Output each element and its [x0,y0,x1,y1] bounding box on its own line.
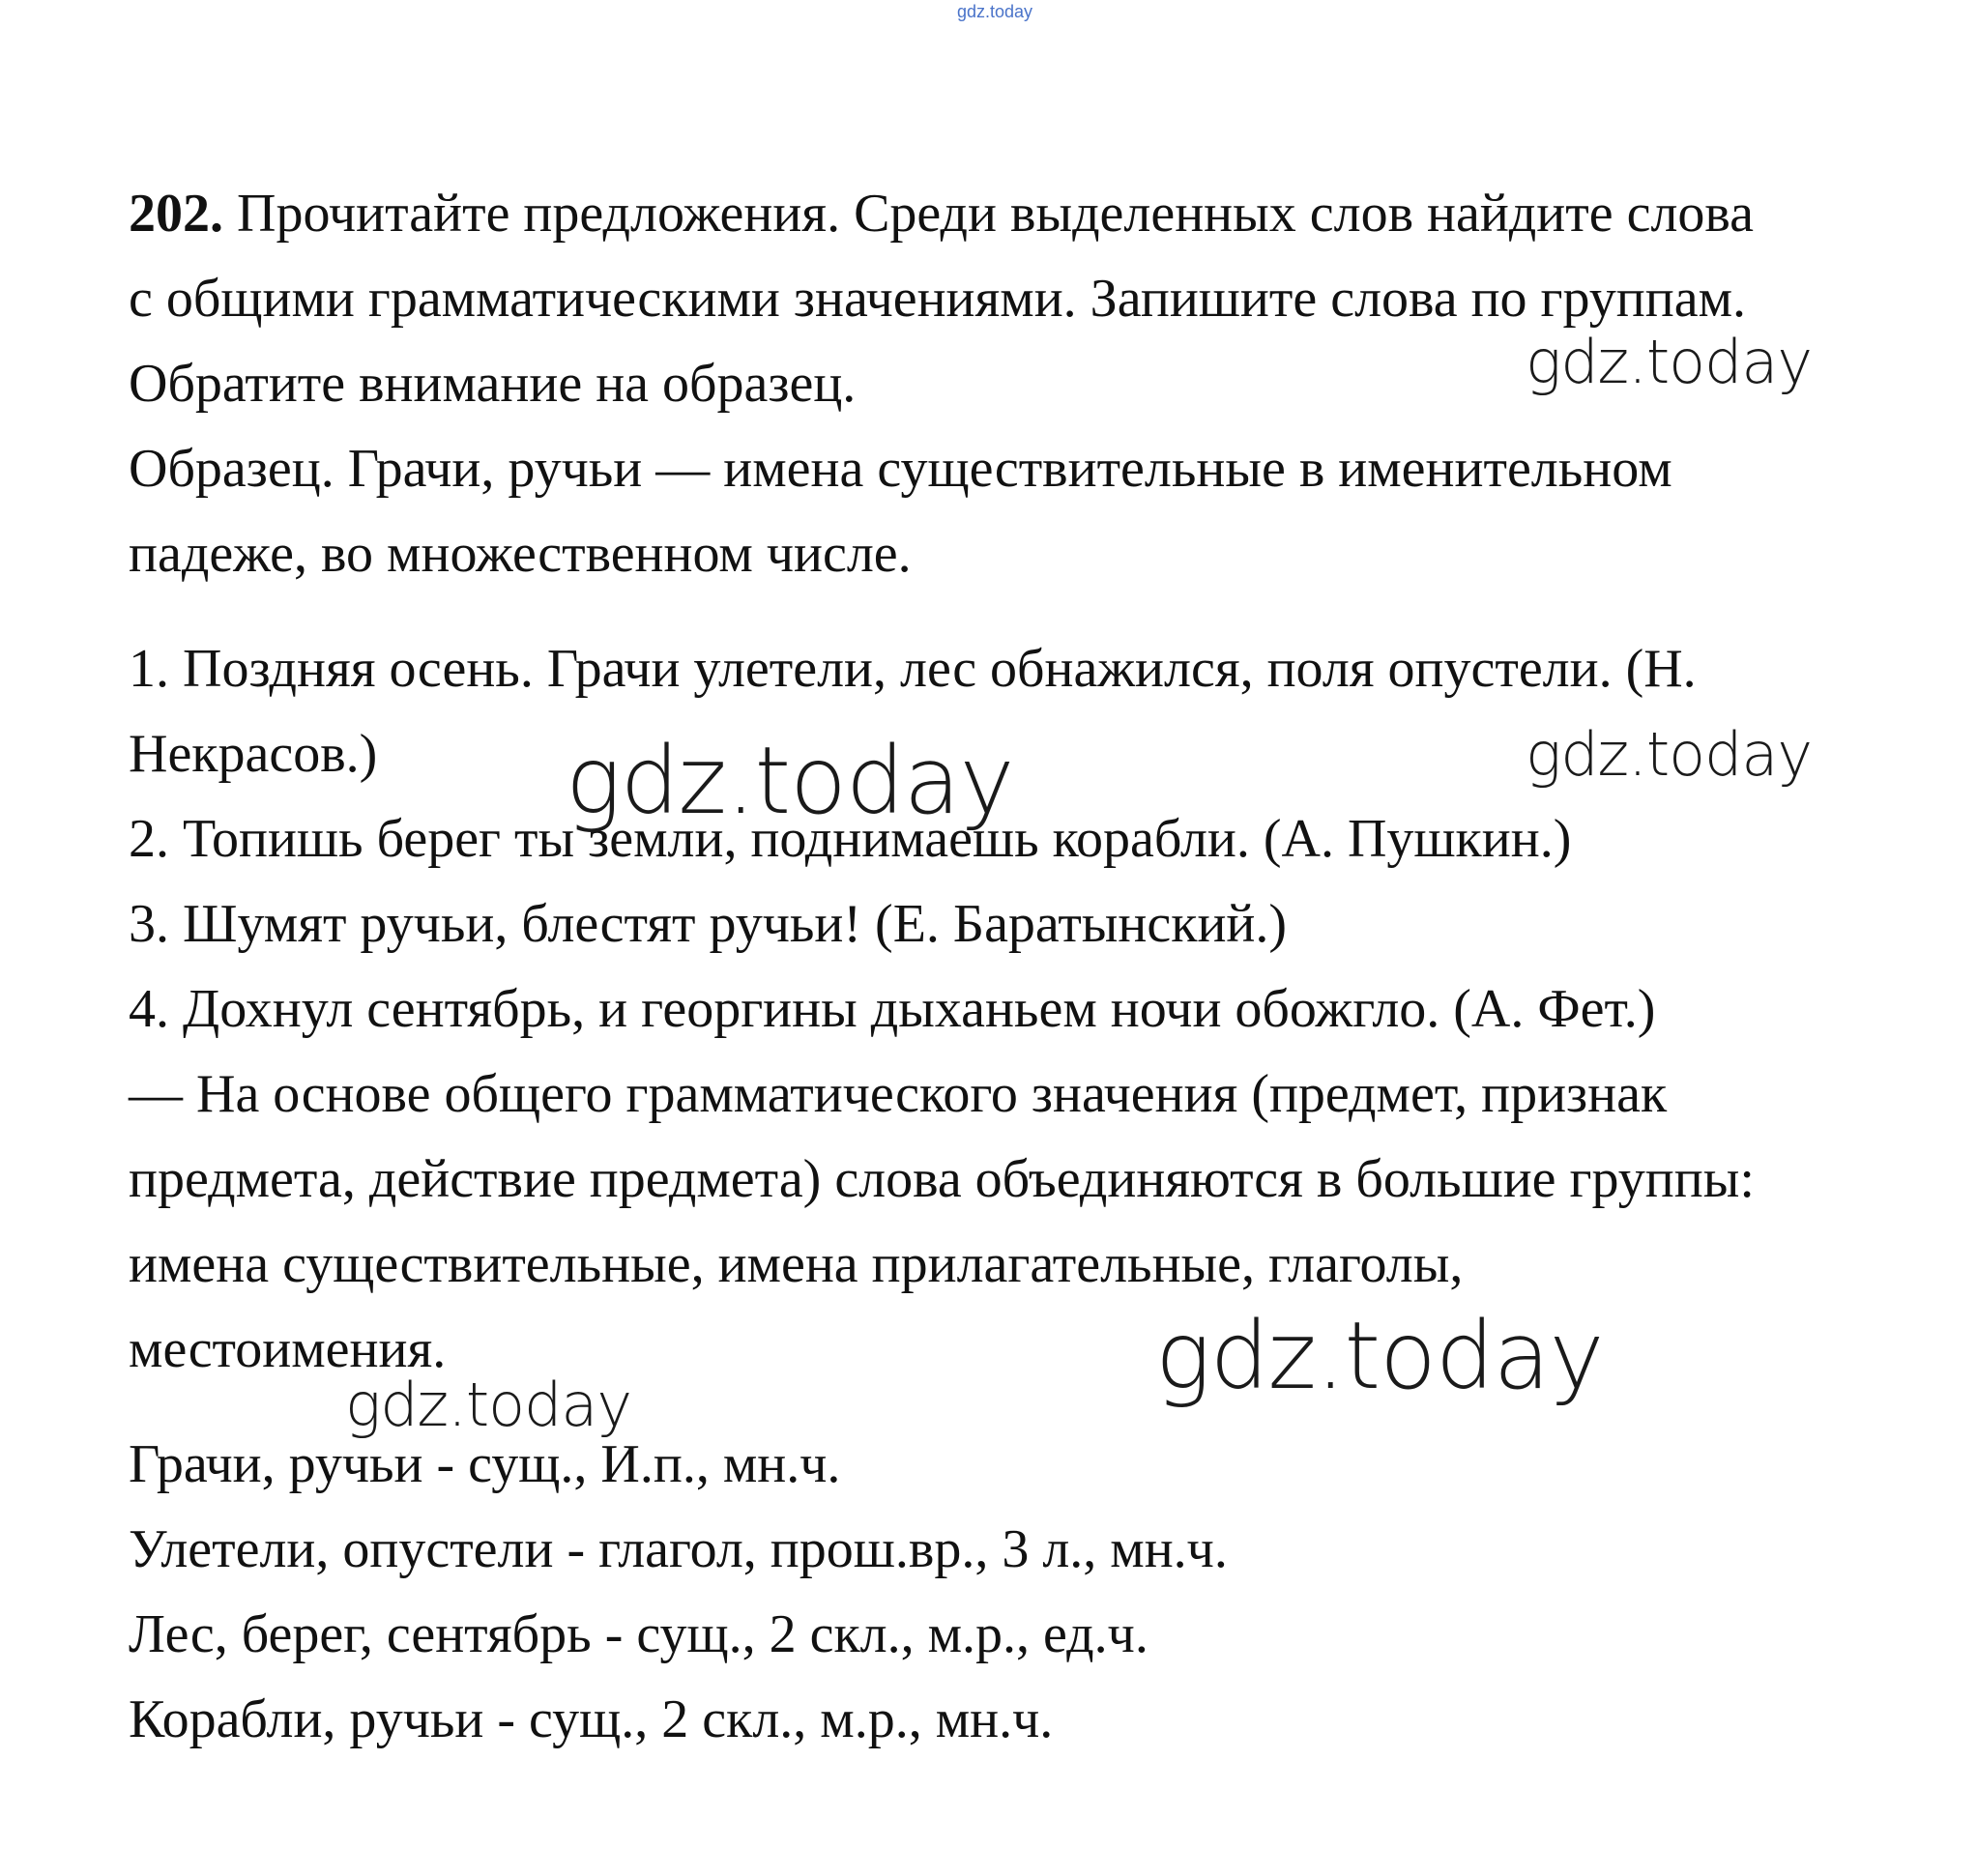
sample-line-1: Образец. Грачи, ручьи — имена существительные в именительном [129,439,1672,499]
note-line-2: предмета, действие предмета) слова объединяются в большие группы: [129,1149,1755,1209]
answer-line-4: Корабли, ручьи - сущ., 2 скл., м.р., мн.ч. [129,1689,1054,1749]
note-line-3: имена существительные, имена прилагательные, глаголы, [129,1234,1464,1294]
task-text: Прочитайте предложения. Среди выделенных слов найдите слова [223,184,1754,244]
answer-line-2: Улетели, опустели - глагол, прош.вр., 3 л., мн.ч. [129,1519,1228,1579]
exercise-number: 202. [129,184,223,244]
task-line-2: с общими грамматическими значениями. Запишите слова по группам. [129,269,1746,329]
watermark: gdz.today [566,727,1014,835]
watermark: gdz.today [1526,327,1813,397]
answer-line-3: Лес, берег, сентябрь - сущ., 2 скл., м.р., ед.ч. [129,1604,1148,1664]
watermark: gdz.today [345,1370,632,1440]
sample-line-2: падеже, во множественном числе. [129,524,912,584]
sentence-line-1: 1. Поздняя осень. Грачи улетели, лес обнажился, поля опустели. (Н. [129,639,1697,699]
note-line-4: местоимения. [129,1319,447,1379]
sentence-line-5: 4. Дохнул сентябрь, и георгины дыханьем ночи обожгло. (А. Фет.) [129,979,1656,1039]
answer-line-1: Грачи, ручьи - сущ., И.п., мн.ч. [129,1434,841,1494]
sentence-line-3: 2. Топишь берег ты земли, поднимаешь корабли. (А. Пушкин.) [129,809,1572,869]
task-line-3: Обратите внимание на образец. [129,354,857,414]
task-line-1 [129,184,1754,244]
top-watermark: gdz.today [957,2,1033,21]
sentence-line-4: 3. Шумят ручьи, блестят ручьи! (Е. Баратынский.) [129,894,1288,954]
note-line-1: — На основе общего грамматического значения (предмет, признак [129,1064,1668,1124]
watermark: gdz.today [1155,1302,1604,1410]
watermark: gdz.today [1526,719,1813,790]
sentence-line-2: Некрасов.) [129,724,378,784]
